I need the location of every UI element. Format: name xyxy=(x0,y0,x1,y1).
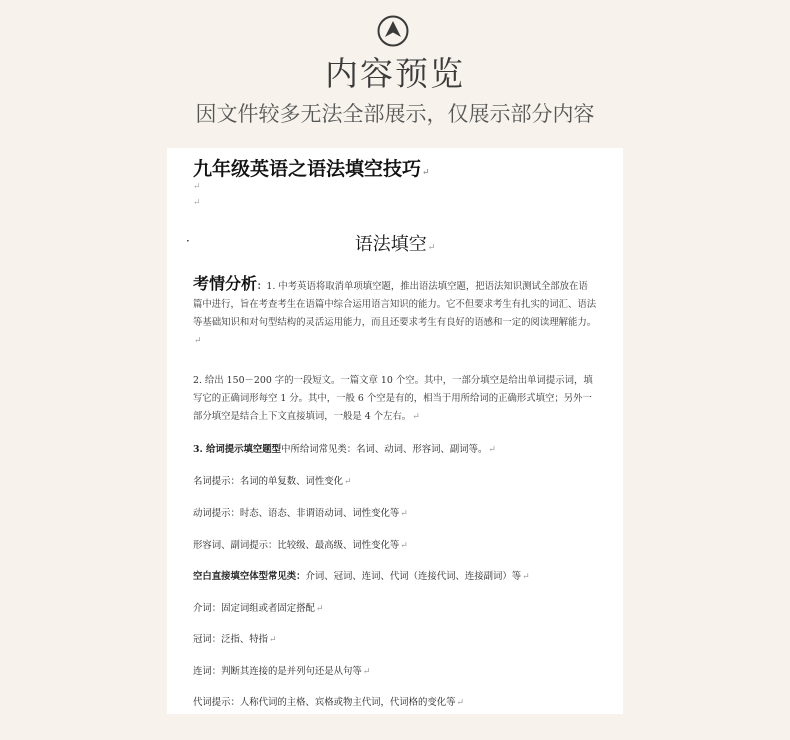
page-title: 内容预览 xyxy=(325,54,465,93)
point-2-paragraph: 2. 给出 150－200 字的一段短文。一篇文章 10 个空。其中，一部分填空是给出单词提示词，填写它的正确词形每空 1 分。其中，一般 6 个空是有的，相当于用所给词的正确形式填空；另外一部分填空是结合上下文直接填词，一般是 4 个左右。↵ xyxy=(193,375,593,422)
pron-hint-line: 代词提示：人称代词的主格、宾格或物主代词，代词格的变化等↵ xyxy=(193,697,465,708)
adj-adv-hint-line: 形容词、副词提示：比较级、最高级、词性变化等↵ xyxy=(193,540,408,551)
navigation-arrow-icon xyxy=(377,15,409,47)
prep-hint-line: 介词：固定词组或者固定搭配↵ xyxy=(193,603,324,614)
document-preview xyxy=(167,148,623,714)
noun-hint-line: 名词提示：名词的单复数、词性变化↵ xyxy=(193,476,352,487)
article-hint-line: 冠词：泛指、特指↵ xyxy=(193,634,277,645)
analysis-label: 考情分析 xyxy=(193,274,258,293)
conj-hint-line: 连词：判断其连接的是并列句还是从句等↵ xyxy=(193,666,371,677)
bullet-dot: · xyxy=(186,234,190,248)
paragraph-mark: ↵ xyxy=(193,182,201,192)
blank-fill-line: 空白直接填空体型常见类：介词、冠词、连词、代词（连接代词、连接副词）等↵ xyxy=(193,571,530,582)
paragraph-mark: ↵ xyxy=(193,198,201,208)
point-3-line: 3. 给词提示填空题型中所给词常见类：名词、动词、形容词、副词等。↵ xyxy=(193,444,496,455)
paragraph-mark: ↵ xyxy=(422,168,430,178)
page-subtitle: 因文件较多无法全部展示，仅展示部分内容 xyxy=(195,102,595,126)
analysis-paragraph: 考情分析：1. 中考英语将取消单项填空题，推出语法填空题，把语法知识测试全部放在语篇中进行，旨在考查考生在语篇中综合运用语言知识的能力。它不但要求考生有扎实的词汇、语法等基础知识和对句型结构的灵活运用能力，而且还要求考生有良好的语感和一定的阅读理解能力。↵ xyxy=(193,274,597,346)
document-title: 九年级英语之语法填空技巧↵ xyxy=(193,158,430,180)
paragraph-mark: ↵ xyxy=(427,243,436,253)
verb-hint-line: 动词提示：时态、语态、非谓语动词、词性变化等↵ xyxy=(193,508,408,519)
section-title: 语法填空↵ xyxy=(354,234,436,255)
preview-header xyxy=(0,0,790,148)
